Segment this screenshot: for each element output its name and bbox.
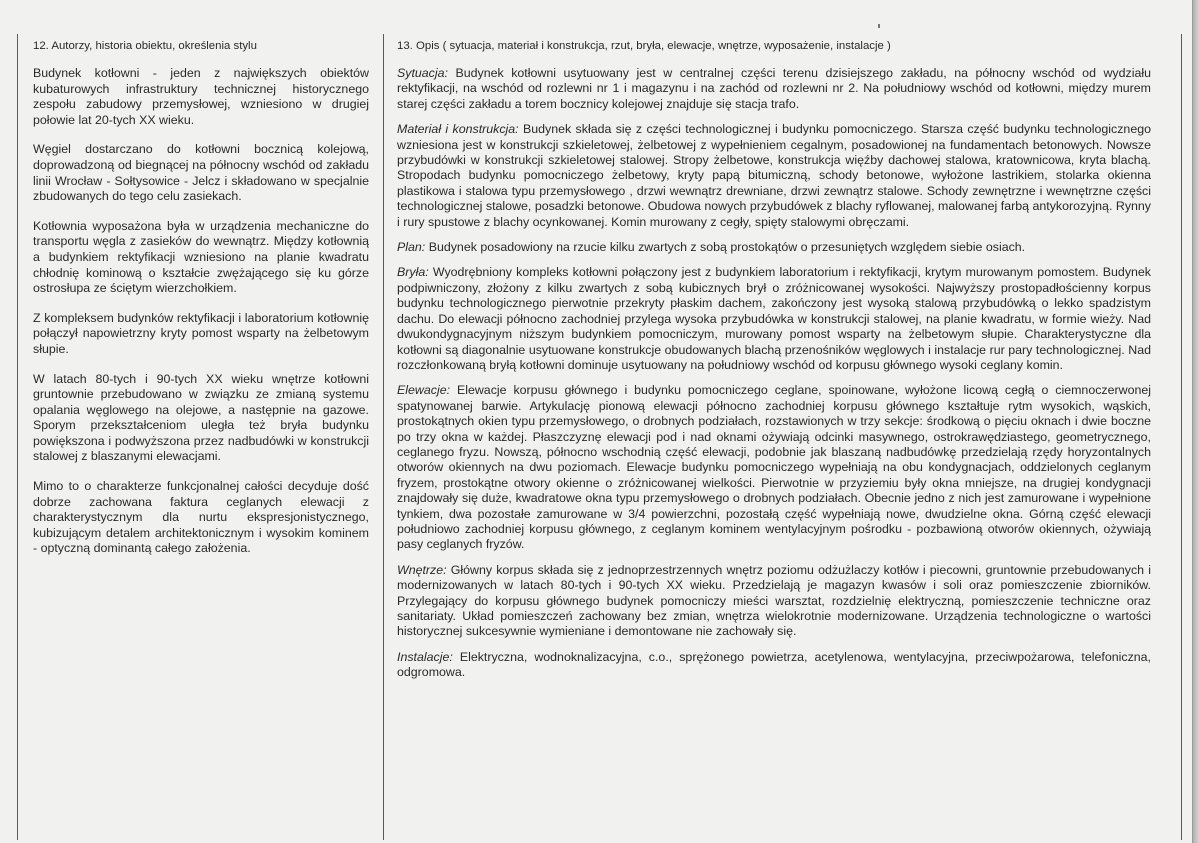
history-paragraph: Węgiel dostarczano do kotłowni bocznicą kolejową, doprowadzoną od biegnącej na północny wschód od zakładu linii Wrocław - Sołtysowice - Jelcz i składowano w specjalnie zbudowanych do tego celu zasiekach. bbox=[33, 142, 369, 204]
section-label: Plan: bbox=[397, 240, 426, 255]
section-text: Wyodrębniony kompleks kotłowni połączony jest z budynkiem laboratorium i rektyfikacji, krytym murowanym pomostem. Budynek podpiwniczony, złożony z kilku zwartych z sobą kubicznych brył o zróżnicowanej wysokości. Najwyższy prostopadłościenny korpus budynku technologicznego pierwotnie przekryty płaskim dachem, zakończony jest wysoką stalową przybudówką o lekko spadzistym dachu. Do elewacji północno zachodniej przylega wysoka przybudówka w konstrukcji stalowej, na planie kwadratu, w formie wieży. Nad dwukondygnacyjnym niższym budynkiem pomocniczym, murowany pomost wsparty na żelbetowym słupie. Charakterystyczne dla kotłowni są diagonalnie usytuowane konstrukcje obudowanych blachą przenośników węglowych i instalacje rur pary technologicznej. Nad rozczłonkowaną bryłą kotłowni dominuje usytuowany na południowy wschód od korpusu głównego wysoki ceglany komin. bbox=[397, 265, 1151, 372]
section-installations bbox=[397, 650, 1151, 681]
section-text: Główny korpus składa się z jednoprzestrzennych wnętrz poziomu odżużlaczy kotłów i piecowni, gruntownie przebudowanych i modernizowanych w latach 80-tych i 90-tych XX wieku. Przedzielają je magazyn kwasów i soli oraz pomieszczenie zbiorników. Przylegający do korpusu głównego budynek pomocniczy mieści warsztat, rozdzielnię elektryczną, pomieszczenie techniczne oraz sanitariaty. Układ pomieszczeń zachowany bez zmian, wnętrza wielokrotnie modernizowane. Urządzenia technologiczne o wartości historycznej sukcesywnie wymieniane i demontowane nie zachowały się. bbox=[397, 562, 1151, 639]
section-facades bbox=[397, 383, 1151, 552]
section-label: Instalacje: bbox=[397, 649, 453, 664]
section-label: Sytuacja: bbox=[397, 66, 448, 80]
frame-right-border bbox=[1181, 34, 1182, 840]
section-label: Elewacje: bbox=[397, 383, 451, 398]
history-paragraph: Z kompleksem budynków rektyfikacji i laboratorium kotłownię połączył napowietrzny kryty pomost wsparty na żelbetowym słupie. bbox=[33, 310, 369, 356]
section-label: Wnętrze: bbox=[397, 562, 447, 577]
section-text: Budynek składa się z części technologicznej i budynku pomocniczego. Starsza część budynku technologicznego wzniesiona jest w konstrukcji szkieletowej, żelbetowej z wypełnieniem cegalnym, posadowionej na fundamentach betonowych. Nowsze przybudówki w konstrukcji szkieletowej stalowej. Stropy żelbetowe, konstrukcja więźby dachowej stalowa, kratownicowa, kryta blachą. Stropodach budynku pomocniczego żelbetowy, kryty papą bitumiczną, schody betonowe, wyłożone lastrikiem, stolarka okienna plastikowa i stalowa typu przemysłowego , drzwi wewnątrz drewniane, drzwi zewnątrz stalowe. Schody zewnętrzne i wewnętrzne części technologicznej stalowe, posadzki betonowe. Obudowa nowych przybudówek z blachy ryflowanej, malowanej farbą antykorozyjną. Rynny i rury spustowe z blachy ocynkowanej. Komin murowany z cegły, spięty stalowymi obręczami. bbox=[397, 122, 1151, 229]
section-text: Budynek posadowiony na rzucie kilku zwartych z sobą prostokątów o przesuniętych względem siebie osiach. bbox=[425, 240, 1026, 255]
section-text: Budynek kotłowni usytuowany jest w centralnej części terenu dzisiejszego zakładu, na północny wschód od wydziału rektyfikacji, na wschód od rozlewni nr 1 i magazynu i na zachód od rozlewni nr 2. Na południowy wschód od kotłowni, między murem starej części zakładu a torem bocznicy kolejowej znajduje się stacja trafo. bbox=[397, 66, 1151, 111]
scan-mark bbox=[878, 24, 880, 28]
left-column-heading: 12. Autorzy, historia obiektu, określenia stylu bbox=[33, 40, 257, 52]
history-paragraph: Budynek kotłowni - jeden z największych obiektów kubaturowych infrastruktury technicznej historycznego zespołu zabudowy przemysłowej, wzniesiono w drugiej połowie lat 20-tych XX wieku. bbox=[33, 66, 369, 127]
section-situation bbox=[397, 66, 1151, 112]
section-interior bbox=[397, 563, 1151, 640]
column-divider bbox=[383, 34, 384, 840]
section-label: Bryła: bbox=[397, 265, 429, 280]
section-plan bbox=[397, 240, 1151, 255]
section-material bbox=[397, 122, 1151, 230]
section-text: Elektryczna, wodnoknalizacyjna, c.o., sprężonego powietrza, acetylenowa, wentylacyjna, przeciwpożarowa, telefoniczna, odgromowa. bbox=[397, 649, 1151, 680]
left-column bbox=[33, 40, 369, 571]
section-form bbox=[397, 265, 1151, 373]
history-paragraph: Kotłownia wyposażona była w urządzenia mechaniczne do transportu węgla z zasieków do wewnątrz. Między kotłownią a budynkiem rektyfikacji wzniesiono na planie kwadratu chłodnię kominową o kształcie zwężającego się ku górze ostrosłupa ze ściętym wierzchołkiem. bbox=[33, 218, 369, 296]
right-column bbox=[397, 40, 1151, 691]
right-column-heading: 13. Opis ( sytuacja, materiał i konstrukcja, rzut, bryła, elewacje, wnętrze, wyposażenie, instalacje ) bbox=[397, 40, 891, 52]
history-paragraph: W latach 80-tych i 90-tych XX wieku wnętrze kotłowni gruntownie przebudowano w związku ze zmianą systemu opalania węglowego na olejowe, a następnie na gazowe. Sporym przekształceniom uległa też bryła budynku powiększona i podwyższona przez nadbudówki w konstrukcji stalowej z blaszanymi elewacjami. bbox=[33, 371, 369, 464]
scan-edge bbox=[1193, 0, 1199, 843]
section-text: Elewacje korpusu głównego i budynku pomocniczego ceglane, spoinowane, wyłożone licową cegłą o ciemnoczerwonej spatynowanej barwie. Artykulację pionową elewacji północno zachodniej korpusu głównego kształtuje rytm wysokich, wąskich, prostokątnych okien typu przemysłowego, o drobnych podziałach, rozstawionych w trzy sekcje: środkową o pięciu oknach i dwie boczne po trzy okna w każdej. Płaszczyznę elewacji pod i nad oknami ożywiają odcinki masywnego, ostrokrawędziastego, geometrycznego, ceglanego fryzu. Nowszą, północno wschodnią część elewacji, podobnie jak blaszaną nadbudówkę przedzielają rzędy horyzontalnych otworów okiennych na dwu poziomach. Elewacje budynku pomocniczego wypełniają na obu kondygnacjach, oddzielonych ceglanym fryzem, prostokątne otwory okienne o zróżnicowanej wielkości. Pierwotnie w przyziemiu były okna mniejsze, na drugiej kondygnacji znajdowały się duże, kwadratowe okna typu przemysłowego o drobnych podziałach. Obecnie jedno z nich jest zamurowane i wypełnione tynkiem, dwa pozostałe zamurowane w 3/4 powierzchni, pozostałą część wypełniają nowe, dwudzielne okna. Górną część elewacji południowo zachodniej korpusu głównego, z ceglanym kominem wentylacyjnym pośrodku - pozbawioną otworów okiennych, ożywiają pasy ceglanych fryzów. bbox=[397, 383, 1151, 552]
history-paragraph: Mimo to o charakterze funkcjonalnej całości decyduje dość dobrze zachowana faktura ceglanych elewacji z charakterystycznym dla nurtu ekspresjonistycznego, kubizującym detalem architektonicznym i wysokim kominem - optyczną dominantą całego założenia. bbox=[33, 479, 369, 556]
frame-left-border bbox=[17, 34, 18, 840]
section-label: Materiał i konstrukcja: bbox=[397, 122, 519, 137]
